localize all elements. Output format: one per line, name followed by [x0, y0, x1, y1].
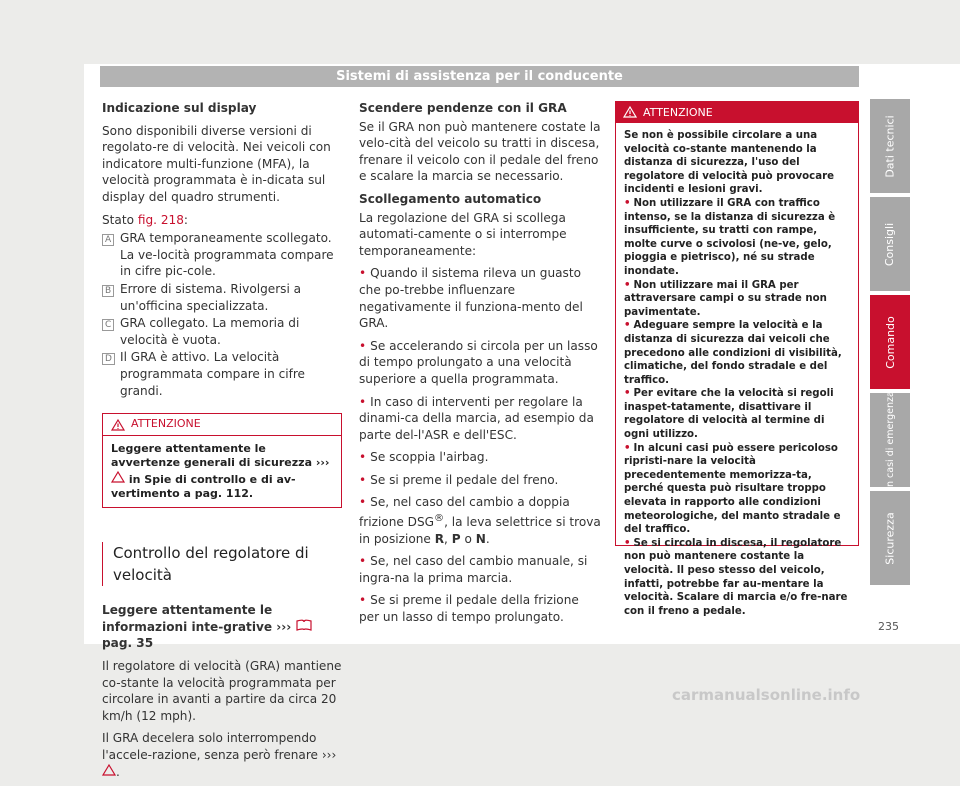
column-middle	[359, 100, 602, 632]
list-item: • Se accelerando si circola per un lasso di tempo prolungato a una velocità superiore a quella programmata.	[359, 338, 598, 386]
read-text: Leggere attentamente le informazioni inte-grative ›››	[102, 603, 292, 634]
stato-label: Stato	[102, 212, 134, 227]
warning-item: • Se si circola in discesa, il regolatore non può mantenere costante la velocità. Il peso stesso del veicolo, infatti, potrebbe far au-mentare la velocità. Scalare di marcia e/o fre-nare con il freno a pedale.	[624, 537, 848, 617]
warning-text-b: in Spie di controllo e di av-vertimento a pag. 112.	[111, 472, 296, 500]
stato-text: GRA temporaneamente scollegato. La ve-locità programmata compare in cifre pic-cole.	[120, 231, 334, 279]
bullet-text: Se, nel caso del cambio manuale, si ingra-na la prima marcia.	[359, 554, 588, 585]
warning-item: • Non utilizzare mai il GRA per attraversare campi o su strade non pavimentate.	[624, 279, 827, 318]
warning-item: • Per evitare che la velocità si regoli inaspet-tatamente, disattivare il regolatore di velocità al termine di ogni utilizzo.	[624, 388, 834, 441]
warning-box-left	[102, 413, 342, 508]
warning-triangle-icon	[111, 419, 125, 431]
stato-line	[102, 212, 342, 229]
text-auto-off: La regolazione del GRA si scollega automati-camente o si interrompe temporaneamente:	[359, 210, 567, 258]
bullet-text: Se si preme il pedale della frizione per un lasso di tempo prolungato.	[359, 593, 579, 625]
bullet-text: Quando il sistema rileva un guasto che po-trebbe influenzare negativamente il funziona-mento del GRA.	[359, 266, 583, 331]
text-descent: Se il GRA non può mantenere costate la velo-cità del veicolo su tratti in discesa, frenare il veicolo con il pedale del freno e scalare la marcia se necessario.	[359, 119, 601, 184]
heading-auto-off: Scollegamento automatico	[359, 191, 542, 206]
tab-sicurezza[interactable]: Sicurezza	[870, 491, 910, 585]
warning-head	[615, 101, 859, 123]
warning-item: • In alcuni casi può essere pericoloso ripristi-nare la velocità precedentemente memorizza-ta, perché questa può risultare troppo elevata in rapporto alle condizioni meteorologiche, del manto stradale e del traffico.	[624, 442, 841, 536]
stato-text: Il GRA è attivo. La velocità programmata compare in cifre grandi.	[120, 350, 306, 398]
para2: Il GRA decelera solo interrompendo l'accele-razione, senza però frenare ›››	[102, 731, 337, 763]
page-number: 235	[878, 620, 899, 633]
gear-p: P	[451, 531, 461, 546]
page-header: Sistemi di assistenza per il conducente	[100, 66, 859, 87]
warning-box-right	[615, 101, 859, 617]
warning-triangle-icon	[623, 106, 637, 118]
stato-list	[102, 230, 342, 399]
warning-title: ATTENZIONE	[643, 105, 713, 119]
watermark: carmanualsonline.info	[672, 686, 861, 704]
list-item: • Se, nel caso del cambio manuale, si ingra-na la prima marcia.	[359, 554, 588, 585]
dsg-comma: ,	[444, 531, 448, 546]
list-item: • Se si preme il pedale della frizione per un lasso di tempo prolungato.	[359, 593, 579, 625]
stato-key: A	[102, 234, 114, 246]
warning-item: • Non utilizzare il GRA con traffico intenso, se la distanza di sicurezza è insufficiente, su tratti con rampe, molte curve o scivolosi (ne-ve, gelo, pioggia e pietrisco), né su strade inondate.	[624, 197, 836, 277]
stato-item	[102, 349, 342, 399]
dsg-text-a: Se, nel caso del cambio a doppia frizione DSG	[359, 495, 570, 530]
warning-title: ATTENZIONE	[131, 417, 201, 431]
stato-text: GRA collegato. La memoria di velocità è vuota.	[120, 316, 300, 347]
warning-triangle-icon	[111, 471, 125, 483]
read-page-link[interactable]: pag. 35	[102, 636, 154, 651]
tab-emergenza[interactable]: In casi di emergenza	[870, 393, 910, 487]
stato-item	[102, 281, 342, 314]
dsg-dot: .	[485, 531, 490, 546]
tab-consigli[interactable]: Consigli	[870, 197, 910, 291]
warning-intro: Se non è possibile circolare a una velocità co-stante mantenendo la distanza di sicurezza, l'uso del regolatore di velocità può provocare incidenti e lesioni gravi.	[624, 130, 835, 196]
gear-n: N	[475, 531, 486, 546]
warning-body	[103, 436, 341, 507]
warning-item: • Adeguare sempre la velocità e la distanza di sicurezza dai veicoli che precedono alle condizioni di visibilità, climatiche, del fondo stradale e del traffico.	[624, 320, 842, 386]
para2-line: Il GRA decelera solo interrompendo l'accele-razione, senza però frenare ››› .	[102, 731, 337, 779]
list-item: • Quando il sistema rileva un guasto che po-trebbe influenzare negativamente il funziona-mento del GRA.	[359, 266, 583, 331]
bullet-text: Se scoppia l'airbag.	[370, 450, 489, 465]
list-item: • In caso di interventi per regolare la dinami-ca della marcia, ad esempio da parte del-l'ASR e dell'ESC.	[359, 394, 594, 442]
column-left	[102, 100, 342, 786]
book-icon	[295, 619, 313, 631]
list-item: • Se si preme il pedale del freno.	[359, 472, 559, 487]
display-text: Sono disponibili diverse versioni di regolato-re di velocità. Nei veicoli con indicatore multi-funzione (MFA), la velocità programmata è in-dicata sul display del quadro strumenti.	[102, 123, 331, 204]
stato-colon: :	[183, 212, 188, 227]
bullet-text: In caso di interventi per regolare la dinami-ca della marcia, ad esempio da parte del-l'ASR e dell'ESC.	[359, 394, 594, 442]
para1: Il regolatore di velocità (GRA) mantiene co-stante la velocità programmata per circolare in avanti a partire da circa 20 km/h (12 mph).	[102, 659, 342, 723]
read-more	[102, 602, 342, 652]
warning-body	[615, 123, 859, 617]
stato-key: C	[102, 319, 114, 331]
bullet-text: Se si preme il pedale del freno.	[370, 472, 559, 487]
list-item: • Se scoppia l'airbag.	[359, 450, 489, 465]
stato-item	[102, 230, 342, 280]
tab-dati-tecnici[interactable]: Dati tecnici	[870, 99, 910, 193]
bullet-text: Se accelerando si circola per un lasso di tempo prolungato a una velocità superiore a quella programmata.	[359, 338, 598, 386]
heading-descent: Scendere pendenze con il GRA	[359, 101, 567, 115]
stato-fig-link[interactable]: fig. 218	[137, 212, 184, 227]
warning-text-a: Leggere attentamente le avvertenze generali di sicurezza ›››	[111, 442, 330, 470]
dsg-or: o	[464, 531, 472, 546]
display-heading: Indicazione sul display	[102, 101, 257, 115]
list-item-dsg: • Se, nel caso del cambio a doppia frizione DSG®, la leva selettrice si trova in posizione R, P o N.	[359, 495, 601, 546]
stato-item	[102, 315, 342, 348]
section-title: Controllo del regolatore di velocità	[102, 542, 342, 586]
dsg-text-b: , la leva selettrice si trova in posizione	[359, 515, 601, 546]
tab-comando[interactable]: Comando	[870, 295, 910, 389]
registered-mark: ®	[434, 513, 445, 525]
warning-head	[103, 414, 341, 436]
stato-key: D	[102, 353, 115, 365]
warning-triangle-icon[interactable]	[102, 764, 116, 776]
stato-key: B	[102, 285, 114, 297]
stato-text: Errore di sistema. Rivolgersi a un'officina specializzata.	[120, 281, 302, 313]
side-tabs	[870, 99, 910, 589]
gear-r: R	[434, 531, 444, 546]
